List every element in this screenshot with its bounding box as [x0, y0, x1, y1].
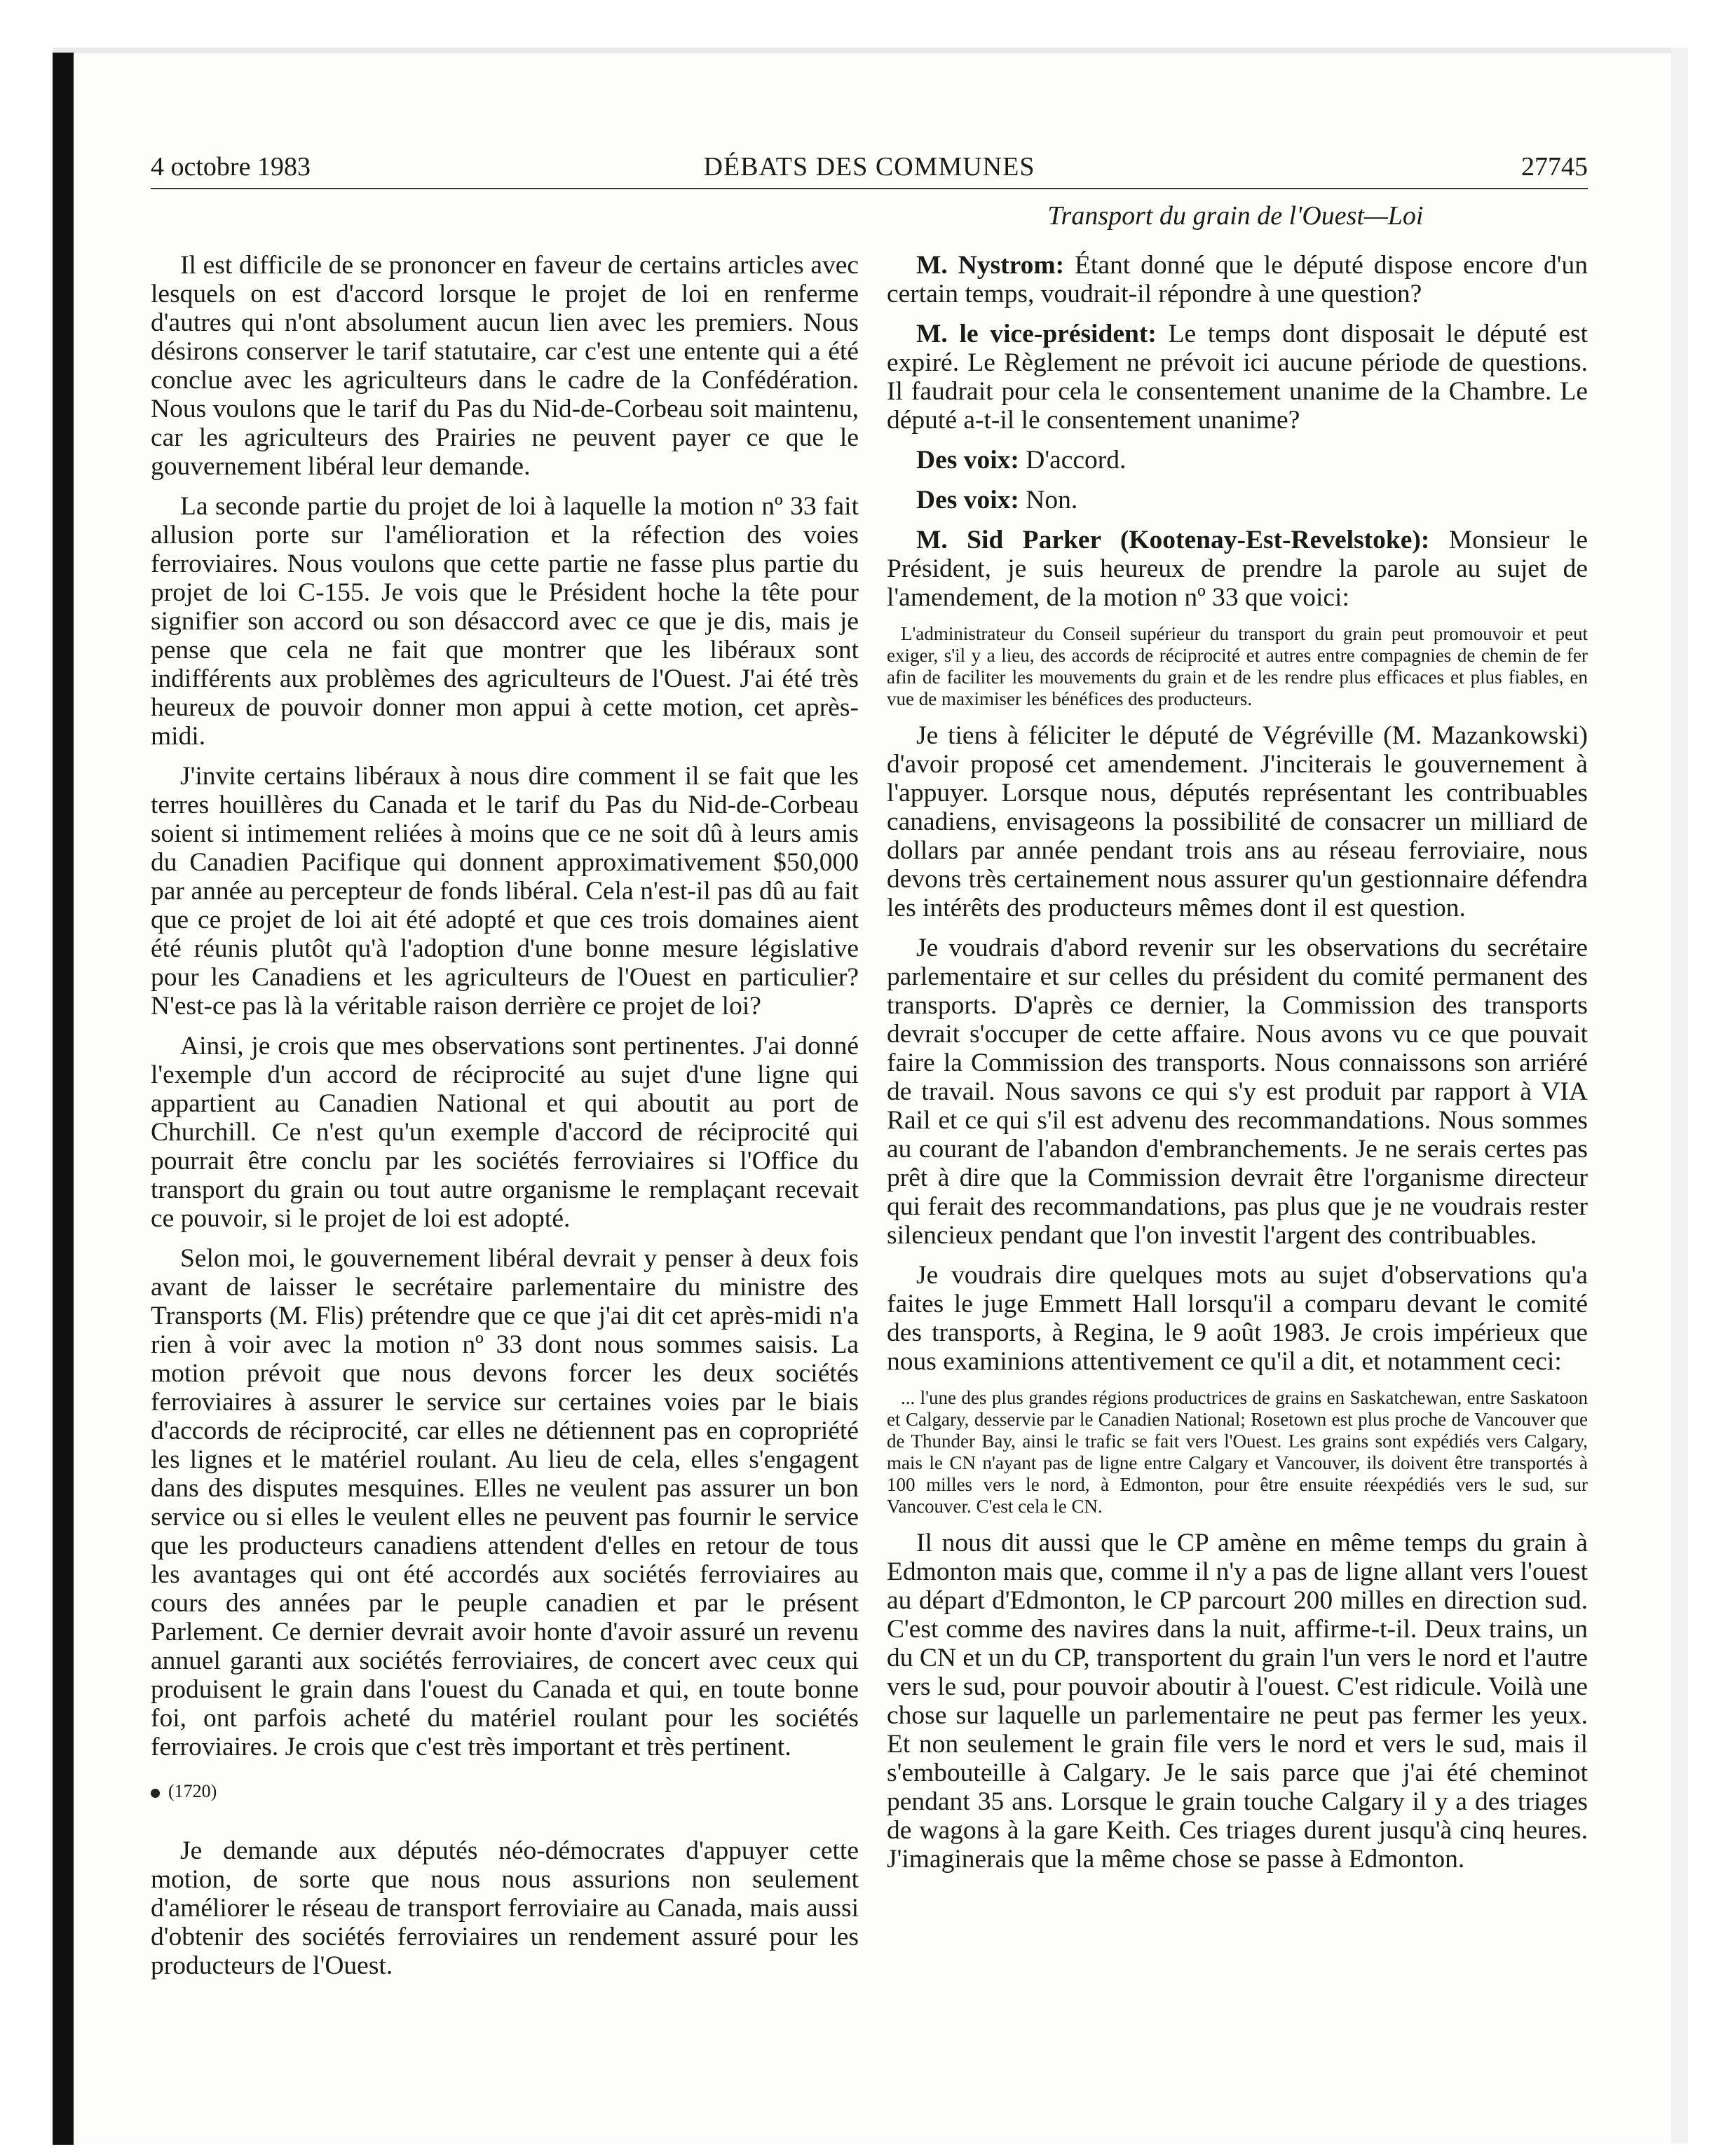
header-title: DÉBATS DES COMMUNES	[703, 152, 1035, 182]
left-column	[151, 251, 859, 1991]
speech-vice-president	[887, 320, 1588, 435]
header-date: 4 octobre 1983	[151, 152, 311, 182]
right-paragraph: Je tiens à féliciter le député de Végréville (M. Mazankowski) d'avoir proposé cet amendement. J'inciterais le gouvernement à l'appuyer. Lorsque nous, députés représentant les contribuables canadiens, envisageons la possibilité de consacrer un milliard de dollars par année pendant trois ans au réseau ferroviaire, nous devons très certainement nous assurer qu'un gestionnaire défendra les intérêts des producteurs mêmes dont il est question.	[887, 721, 1588, 922]
scan-edge-top	[53, 48, 1686, 53]
speaker-name: M. Sid Parker (Kootenay-Est-Revelstoke):	[916, 526, 1430, 554]
timestamp-text: (1720)	[168, 1781, 217, 1801]
speaker-name: Des voix:	[916, 446, 1019, 475]
speech-text: Le temps dont disposait le député est expiré. Le Règlement ne prévoit ici aucune période de questions. Il faudrait pour cela le consentement unanime de la Chambre. Le député a-t-il le consentement unanime?	[887, 320, 1588, 435]
timestamp-marker	[151, 1777, 859, 1806]
speech-text: Monsieur le Président, je suis heureux de prendre la parole au sujet de l'amendement, de la motion nº 33 que voici:	[887, 526, 1588, 612]
left-paragraph: J'invite certains libéraux à nous dire comment il se fait que les terres houillères du Canada et le tarif du Pas du Nid-de-Corbeau soient si intimement reliées à moins que ce ne soit dû à leurs amis du Canadien Pacifique qui donnent approximativement $50,000 par année au percepteur de fonds libéral. Cela n'est-il pas dû au fait que ce projet de loi ait été adopté et que ces trois domaines aient été réunis plutôt qu'à l'adoption d'une bonne mesure législative pour les Canadiens et les agriculteurs de l'Ouest en particulier? N'est-ce pas là la véritable raison derrière ce projet de loi?	[151, 762, 859, 1021]
speech-voices-no	[887, 486, 1588, 514]
left-paragraph: Selon moi, le gouvernement libéral devrait y penser à deux fois avant de laisser le secrétaire parlementaire du ministre des Transports (M. Flis) prétendre que ce que j'ai dit cet après-midi n'a rien à voir avec la motion nº 33 dont nous sommes saisis. La motion prévoit que nous devons forcer les deux sociétés ferroviaires à assurer le service sur certaines voies par le biais d'accords de réciprocité, car elles ne détiennent pas en copropriété les lignes et le matériel roulant. Au lieu de cela, elles s'engagent dans des disputes mesquines. Elles ne veulent pas assurer un bon service ou si elles le veulent elles ne peuvent pas fournir le service que les producteurs canadiens attendent d'elles en retour de tous les avantages qui ont été accordés aux sociétés ferroviaires au cours des années par le peuple canadien et par le présent Parlement. Ce dernier devrait avoir honte d'avoir assuré un revenu annuel garanti aux sociétés ferroviaires, de concert avec ceux qui produisent le grain dans l'ouest du Canada et qui, en toute bonne foi, ont parfois acheté du matériel roulant pour les sociétés ferroviaires. Je crois que c'est très important et très pertinent.	[151, 1244, 859, 1761]
speech-voices-yes	[887, 446, 1588, 475]
speech-text: Étant donné que le député dispose encore d'un certain temps, voudrait-il répondre à une question?	[887, 251, 1588, 308]
speech-text: D'accord.	[1019, 446, 1127, 475]
speaker-name: Des voix:	[916, 486, 1019, 514]
right-paragraph: Je voudrais d'abord revenir sur les observations du secrétaire parlementaire et sur celles du président du comité permanent des transports. D'après ce dernier, la Commission des transports devrait s'occuper de cette affaire. Nous avons vu ce que pouvait faire la Commission des transports. Nous connaissons son arriéré de travail. Nous savons ce qui s'y est produit par rapport à VIA Rail et ce qui s'il est advenu des recommandations. Nous sommes au courant de l'abandon d'embranchements. Je ne serais certes pas prêt à dire que la Commission devrait être l'organisme directeur qui ferait des recommandations, pas plus que je ne voudrais rester silencieux pendant que l'on investit l'argent des contribuables.	[887, 934, 1588, 1250]
right-column	[887, 251, 1588, 1885]
left-paragraph: Il est difficile de se prononcer en faveur de certains articles avec lesquels on est d'accord lorsque le projet de loi en renferme d'autres qui n'ont absolument aucun lien avec les premiers. Nous désirons conserver le tarif statutaire, car c'est une entente qui a été conclue avec les agriculteurs dans le cadre de la Confédération. Nous voulons que le tarif du Pas du Nid-de-Corbeau soit maintenu, car les agriculteurs des Prairies ne peuvent payer ce que le gouvernement libéral leur demande.	[151, 251, 859, 481]
page-header	[151, 151, 1588, 185]
left-paragraph: Je demande aux députés néo-démocrates d'appuyer cette motion, de sorte que nous nous assurions non seulement d'améliorer le réseau de transport ferroviaire au Canada, mais aussi d'obtenir des sociétés ferroviaires un rendement assuré pour les producteurs de l'Ouest.	[151, 1836, 859, 1980]
motion-quote: L'administrateur du Conseil supérieur du transport du grain peut promouvoir et peut exiger, s'il y a lieu, des accords de réciprocité et autres entre compagnies de chemin de fer afin de faciliter les mouvements du grain et de les rendre plus efficaces et plus fiables, en vue de maximiser les bénéfices des producteurs.	[887, 623, 1588, 709]
left-paragraph: La seconde partie du projet de loi à laquelle la motion nº 33 fait allusion porte sur l'amélioration et la réfection des voies ferroviaires. Nous voulons que cette partie ne fasse plus partie du projet de loi C-155. Je vois que le Président hoche la tête pour signifier son accord ou son désaccord avec ce que je dis, mais je pense que cela ne fait que montrer que les libéraux sont indifférents aux problèmes des agriculteurs de l'Ouest. J'ai été très heureux de pouvoir donner mon appui à cette motion, cet après-midi.	[151, 492, 859, 751]
running-head: Transport du grain de l'Ouest—Loi	[1047, 201, 1424, 231]
speaker-name: M. Nystrom:	[916, 251, 1065, 280]
scan-edge-right	[1671, 48, 1688, 2143]
bullet-dot-icon	[151, 1789, 160, 1798]
header-rule	[151, 188, 1588, 189]
left-paragraph: Ainsi, je crois que mes observations sont pertinentes. J'ai donné l'exemple d'un accord de réciprocité au sujet d'une ligne qui appartient au Canadien National et qui aboutit au port de Churchill. Ce n'est qu'un exemple d'accord de réciprocité qui pourrait être conclu par les sociétés ferroviaires si l'Office du transport du grain ou tout autre organisme le remplaçant recevait ce pouvoir, si le projet de loi est adopté.	[151, 1032, 859, 1233]
right-paragraph: Il nous dit aussi que le CP amène en même temps du grain à Edmonton mais que, comme il n'y a pas de ligne allant vers l'ouest au départ d'Edmonton, le CP parcourt 200 milles en direction sud. C'est comme des navires dans la nuit, affirme-t-il. Deux trains, un du CN et un du CP, transportent du grain l'un vers le nord et l'autre vers le sud, pour pouvoir aboutir à l'ouest. C'est ridicule. Voilà une chose sur laquelle un parlementaire ne peut pas fermer les yeux. Et non seulement le grain file vers le nord et vers le sud, mais il s'embouteille à Calgary. Je le sais parce que j'ai été cheminot pendant 35 ans. Lorsque le grain touche Calgary il y a des triages de wagons à la gare Keith. Ces triages durent jusqu'à cinq heures. J'imaginerais que la même chose se passe à Edmonton.	[887, 1529, 1588, 1874]
speech-text: Non.	[1019, 486, 1078, 514]
scan-edge-left	[53, 53, 74, 2145]
right-paragraph: Je voudrais dire quelques mots au sujet d'observations qu'a faites le juge Emmett Hall lorsqu'il a comparu devant le comité des transports, à Regina, le 9 août 1983. Je crois impérieux que nous examinions attentivement ce qu'il a dit, et notamment ceci:	[887, 1261, 1588, 1376]
speaker-name: M. le vice-président:	[916, 320, 1157, 348]
speech-parker	[887, 526, 1588, 612]
header-page-number: 27745	[1521, 152, 1588, 182]
hall-quote: ... l'une des plus grandes régions productrices de grains en Saskatchewan, entre Saskatoon et Calgary, desservie par le Canadien National; Rosetown est plus proche de Vancouver que de Thunder Bay, ainsi le trafic se fait vers l'Ouest. Les grains sont expédiés vers Calgary, mais le CN n'ayant pas de ligne entre Calgary et Vancouver, ils doivent être transportés à 100 milles vers le nord, à Edmonton, pour être ensuite réexpédiés vers le sud, sur Vancouver. C'est cela le CN.	[887, 1387, 1588, 1517]
speech-nystrom	[887, 251, 1588, 308]
